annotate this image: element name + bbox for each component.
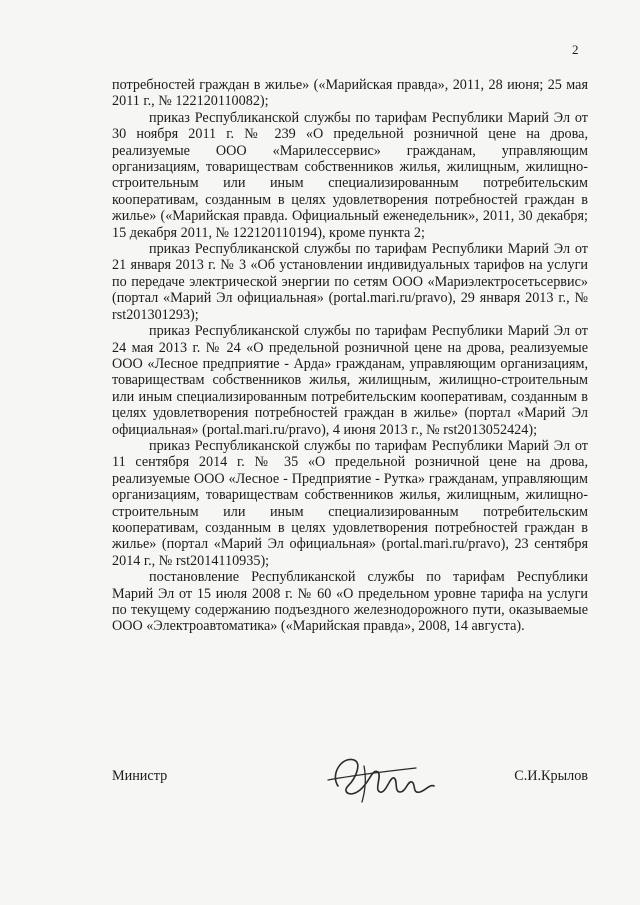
paragraph-4: приказ Республиканской службы по тарифам Республики Марий Эл от 11 сентября 2014 г. № 35 «О предельной розничной цене на дрова, реализуемые ООО «Лесное - Предприятие - Рутка» гражданам, управляющим организациям, товариществам собственников жилья, жилищным, жилищно-строительным или иным специализированным потребительским кооперативам, созданным в целях удовлетворения потребностей граждан в жилье» (портал «Марий Эл официальная» (portal.mari.ru/pravo), 23 сентября 2014 г., № rst2014110935); [112, 437, 588, 569]
paragraph-2: приказ Республиканской службы по тарифам Республики Марий Эл от 21 января 2013 г. № 3 «Об установлении индивидуальных тарифов на услуги по передаче электрической энергии по сетям ООО «Мариэлектросетьсервис» (портал «Марий Эл официальная» (portal.mari.ru/pravo), 29 января 2013 г., № rst201301293); [112, 241, 588, 323]
paragraph-0: потребностей граждан в жилье» («Марийская правда», 2011, 28 июня; 25 мая 2011 г., № 122120110082); [112, 77, 588, 110]
paragraph-1: приказ Республиканской службы по тарифам Республики Марий Эл от 30 ноября 2011 г. № 239 «О предельной розничной цене на дрова, реализуемые ООО «Марилессервис» гражданам, управляющим организациям, товариществам собственников жилья, жилищным, жилищно-строительным или иным специализированным потребительским кооперативам, созданным в целях удовлетворения потребностей граждан в жилье» («Марийская правда. Официальный еженедельник», 2011, 30 декабря; 15 декабря 2011, № 122120110194), кроме пункта 2; [112, 109, 588, 241]
paragraph-3: приказ Республиканской службы по тарифам Республики Марий Эл от 24 мая 2013 г. № 24 «О предельной розничной цене на дрова, реализуемые ООО «Лесное предприятие - Арда» гражданам, управляющим организациям, товариществам собственников жилья, жилищным, жилищно-строительным или иным специализированным потребительским кооперативам, созданным в целях удовлетворения потребностей граждан в жилье» (портал «Марий Эл официальная» (portal.mari.ru/pravo), 4 июня 2013 г., № rst2013052424); [112, 323, 588, 438]
signatory-name: С.И.Крылов [514, 768, 588, 784]
handwritten-signature [320, 746, 440, 810]
paragraph-5: постановление Республиканской службы по тарифам Республики Марий Эл от 15 июля 2008 г. № 60 «О предельном уровне тарифа на услуги по текущему содержанию подъездного железнодорожного пути, оказываемые ООО «Электроавтоматика» («Марийская правда», 2008, 14 августа). [112, 569, 588, 635]
signature-block [112, 768, 588, 788]
signatory-title: Министр [112, 768, 168, 784]
page-number: 2 [572, 42, 579, 57]
document-body [112, 77, 588, 635]
